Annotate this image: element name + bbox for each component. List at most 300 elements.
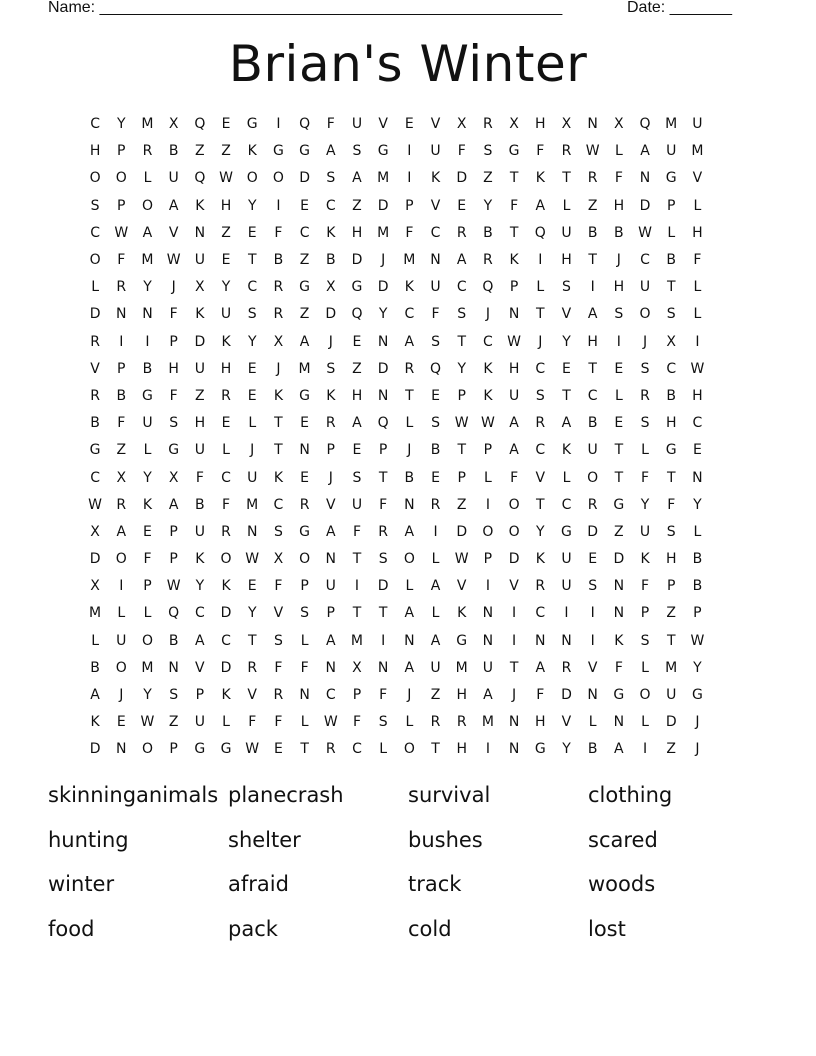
grid-letter: Q <box>168 605 180 622</box>
grid-letter: Y <box>247 605 257 622</box>
grid-letter: B <box>90 415 100 432</box>
word-bank-item: food <box>48 916 95 941</box>
grid-row <box>82 628 738 655</box>
grid-letter: B <box>116 387 127 404</box>
grid-letter: R <box>587 496 598 513</box>
grid-letter: S <box>640 415 650 432</box>
grid-letter: B <box>325 252 336 269</box>
grid-letter: O <box>141 632 153 649</box>
grid-letter: I <box>119 578 124 595</box>
grid-row <box>82 111 738 138</box>
grid-letter: K <box>195 306 205 323</box>
grid-letter: Y <box>562 741 571 758</box>
grid-letter: S <box>273 523 283 540</box>
grid-letter: A <box>430 578 441 595</box>
grid-letter: H <box>351 387 363 404</box>
grid-letter: M <box>298 360 311 377</box>
grid-letter: F <box>431 306 440 323</box>
grid-letter: W <box>454 551 469 568</box>
grid-letter: Q <box>377 415 389 432</box>
grid-letter: X <box>116 469 127 486</box>
grid-letter: I <box>512 632 517 649</box>
grid-letter: G <box>613 687 625 704</box>
grid-letter: E <box>273 741 283 758</box>
grid-letter: H <box>665 415 677 432</box>
grid-letter: I <box>354 578 360 595</box>
grid-letter: M <box>377 170 390 187</box>
grid-letter: Q <box>351 306 363 323</box>
grid-letter: O <box>482 523 494 540</box>
grid-letter: T <box>614 442 624 459</box>
grid-letter: A <box>535 659 546 676</box>
grid-letter: R <box>221 523 231 540</box>
grid-letter: L <box>641 714 649 731</box>
grid-letter: W <box>166 252 181 269</box>
grid-letter: L <box>379 741 388 758</box>
grid-letter: Z <box>430 687 441 704</box>
grid-row <box>82 655 738 682</box>
word-bank-item: shelter <box>228 827 301 852</box>
grid-letter: I <box>564 605 569 622</box>
grid-letter: F <box>195 469 204 486</box>
grid-letter: P <box>457 387 466 404</box>
grid-letter: K <box>535 551 545 568</box>
grid-letter: U <box>194 523 205 540</box>
grid-letter: S <box>169 415 179 432</box>
grid-letter: S <box>562 279 571 296</box>
grid-letter: S <box>614 306 624 323</box>
grid-letter: L <box>222 714 230 731</box>
grid-letter: A <box>168 496 179 513</box>
grid-row <box>82 383 738 410</box>
grid-letter: A <box>116 523 127 540</box>
grid-letter: T <box>274 442 283 459</box>
grid-letter: D <box>665 714 677 731</box>
grid-letter: K <box>483 387 493 404</box>
word-bank-item: scared <box>588 827 658 852</box>
grid-letter: S <box>169 687 179 704</box>
grid-letter: L <box>405 415 414 432</box>
grid-letter: C <box>221 632 231 649</box>
grid-letter: E <box>352 333 362 350</box>
grid-letter: M <box>141 116 154 133</box>
grid-letter: P <box>483 551 493 568</box>
grid-letter: V <box>535 469 546 486</box>
grid-letter: U <box>666 143 677 160</box>
grid-letter: N <box>613 605 625 622</box>
grid-letter: L <box>91 279 99 296</box>
grid-letter: J <box>695 741 700 758</box>
grid-letter: W <box>88 496 103 513</box>
grid-letter: T <box>536 306 545 323</box>
grid-letter: G <box>561 523 572 540</box>
grid-letter: U <box>561 578 572 595</box>
grid-letter: S <box>326 360 336 377</box>
grid-letter: P <box>352 687 362 704</box>
grid-letter: F <box>693 252 702 269</box>
grid-letter: R <box>430 714 441 731</box>
grid-letter: L <box>405 714 414 731</box>
grid-letter: I <box>616 333 621 350</box>
grid-letter: F <box>641 469 650 486</box>
grid-letter: N <box>613 578 625 595</box>
grid-letter: G <box>194 741 206 758</box>
grid-letter: U <box>194 442 205 459</box>
word-bank-item: pack <box>228 916 278 941</box>
grid-letter: R <box>430 496 441 513</box>
grid-letter: D <box>508 551 520 568</box>
grid-letter: N <box>535 632 546 649</box>
grid-letter: T <box>614 469 624 486</box>
grid-letter: G <box>168 442 180 459</box>
grid-letter: Y <box>483 197 493 214</box>
grid-letter: P <box>169 741 178 758</box>
grid-row <box>82 519 738 546</box>
grid-letter: S <box>300 605 310 622</box>
grid-letter: L <box>614 143 623 160</box>
grid-letter: N <box>430 252 441 269</box>
grid-letter: E <box>562 360 571 377</box>
grid-row <box>82 274 738 301</box>
grid-letter: F <box>274 578 283 595</box>
grid-letter: T <box>247 632 257 649</box>
grid-letter: W <box>480 415 495 432</box>
grid-letter: Z <box>299 306 310 323</box>
grid-letter: W <box>245 741 260 758</box>
grid-letter: U <box>142 415 153 432</box>
grid-letter: B <box>168 632 179 649</box>
grid-letter: I <box>433 523 438 540</box>
grid-letter: K <box>326 224 336 241</box>
grid-letter: A <box>561 415 572 432</box>
grid-letter: I <box>407 143 412 160</box>
grid-row <box>82 437 738 464</box>
grid-letter: Z <box>352 360 362 377</box>
grid-letter: K <box>430 170 441 187</box>
grid-letter: F <box>117 252 126 269</box>
grid-letter: F <box>222 496 231 513</box>
grid-letter: F <box>536 143 545 160</box>
grid-letter: I <box>512 605 517 622</box>
grid-letter: J <box>407 687 412 704</box>
grid-letter: R <box>221 387 231 404</box>
grid-letter: E <box>300 469 310 486</box>
grid-letter: S <box>588 578 598 595</box>
grid-letter: D <box>377 197 389 214</box>
grid-letter: A <box>430 632 441 649</box>
grid-letter: U <box>351 496 363 513</box>
grid-letter: Z <box>195 387 205 404</box>
grid-letter: U <box>220 306 232 323</box>
grid-letter: N <box>639 170 651 187</box>
grid-letter: U <box>247 469 258 486</box>
grid-letter: W <box>454 415 469 432</box>
grid-letter: U <box>430 659 441 676</box>
grid-letter: L <box>300 632 309 649</box>
grid-letter: K <box>195 197 205 214</box>
grid-letter: C <box>535 605 546 622</box>
grid-letter: A <box>483 687 493 704</box>
grid-letter: S <box>431 333 440 350</box>
grid-letter: Y <box>195 578 205 595</box>
grid-letter: X <box>273 551 284 568</box>
grid-letter: W <box>140 714 155 731</box>
grid-letter: L <box>588 714 597 731</box>
grid-letter: H <box>89 143 101 160</box>
grid-letter: X <box>325 279 336 296</box>
grid-letter: U <box>482 659 494 676</box>
grid-letter: B <box>692 551 703 568</box>
grid-letter: J <box>276 360 281 377</box>
grid-letter: K <box>640 551 650 568</box>
grid-letter: Z <box>587 197 598 214</box>
grid-letter: F <box>352 714 361 731</box>
grid-letter: D <box>89 741 101 758</box>
grid-letter: H <box>456 741 467 758</box>
grid-letter: M <box>141 252 154 269</box>
grid-letter: P <box>457 469 466 486</box>
grid-letter: A <box>325 632 336 649</box>
grid-letter: J <box>407 442 412 459</box>
grid-letter: I <box>407 170 412 187</box>
grid-letter: A <box>535 197 546 214</box>
grid-letter: P <box>405 197 414 214</box>
grid-letter: P <box>666 578 676 595</box>
grid-letter: Y <box>221 279 231 296</box>
grid-letter: F <box>510 469 519 486</box>
grid-letter: I <box>695 333 700 350</box>
grid-letter: U <box>666 687 677 704</box>
grid-letter: G <box>299 523 311 540</box>
grid-row <box>82 165 738 192</box>
grid-letter: I <box>485 578 490 595</box>
grid-letter: Y <box>562 333 571 350</box>
grid-letter: I <box>590 279 595 296</box>
grid-letter: O <box>299 551 311 568</box>
grid-letter: A <box>404 333 415 350</box>
grid-letter: K <box>326 387 336 404</box>
grid-letter: C <box>352 741 362 758</box>
grid-letter: O <box>220 551 232 568</box>
grid-letter: Y <box>117 116 126 133</box>
grid-row <box>82 600 738 627</box>
grid-letter: I <box>485 496 490 513</box>
grid-letter: N <box>482 632 494 649</box>
grid-letter: J <box>119 687 124 704</box>
grid-letter: N <box>325 551 337 568</box>
grid-letter: X <box>195 279 205 296</box>
grid-row <box>82 301 738 328</box>
grid-letter: P <box>483 442 493 459</box>
grid-letter: L <box>641 659 649 676</box>
grid-letter: H <box>351 224 363 241</box>
grid-letter: T <box>378 469 388 486</box>
grid-letter: R <box>273 687 284 704</box>
grid-letter: N <box>325 659 337 676</box>
grid-letter: L <box>693 523 702 540</box>
grid-letter: I <box>381 632 386 649</box>
grid-letter: X <box>509 116 519 133</box>
grid-letter: V <box>456 578 467 595</box>
grid-letter: T <box>666 632 676 649</box>
grid-letter: E <box>614 415 624 432</box>
grid-letter: L <box>431 605 440 622</box>
grid-letter: M <box>141 659 154 676</box>
grid-letter: P <box>169 523 178 540</box>
grid-letter: R <box>247 659 258 676</box>
grid-letter: V <box>430 197 441 214</box>
grid-letter: W <box>114 224 129 241</box>
grid-letter: F <box>117 415 126 432</box>
grid-letter: G <box>377 143 389 160</box>
grid-letter: L <box>693 197 702 214</box>
grid-letter: E <box>614 360 624 377</box>
grid-row <box>82 329 738 356</box>
grid-letter: C <box>194 605 205 622</box>
grid-letter: G <box>220 741 232 758</box>
grid-letter: X <box>168 116 179 133</box>
grid-letter: O <box>115 170 127 187</box>
grid-letter: G <box>665 442 677 459</box>
grid-letter: M <box>377 224 390 241</box>
word-bank-item: planecrash <box>228 783 344 807</box>
grid-letter: X <box>168 469 179 486</box>
grid-letter: E <box>457 197 467 214</box>
grid-letter: C <box>247 279 258 296</box>
grid-letter: C <box>456 279 467 296</box>
grid-letter: H <box>665 551 677 568</box>
grid-letter: C <box>90 469 100 486</box>
grid-letter: I <box>590 632 595 649</box>
grid-letter: Z <box>666 741 677 758</box>
grid-letter: N <box>404 632 415 649</box>
grid-letter: S <box>273 632 283 649</box>
grid-letter: C <box>325 197 336 214</box>
grid-letter: U <box>351 116 363 133</box>
grid-letter: K <box>273 469 283 486</box>
grid-letter: A <box>404 605 415 622</box>
grid-letter: A <box>299 333 310 350</box>
grid-letter: A <box>587 306 598 323</box>
grid-letter: Y <box>378 306 388 323</box>
grid-letter: O <box>141 197 153 214</box>
grid-letter: N <box>508 306 520 323</box>
grid-letter: G <box>142 387 153 404</box>
grid-letter: F <box>379 496 388 513</box>
grid-letter: A <box>352 170 362 187</box>
grid-letter: D <box>220 659 232 676</box>
grid-row <box>82 464 738 491</box>
grid-letter: L <box>614 387 623 404</box>
grid-letter: P <box>666 197 676 214</box>
grid-letter: S <box>378 714 388 731</box>
grid-letter: C <box>535 360 546 377</box>
grid-letter: F <box>352 523 361 540</box>
grid-letter: Z <box>221 143 231 160</box>
grid-letter: P <box>326 605 335 622</box>
grid-letter: Y <box>247 333 257 350</box>
grid-letter: T <box>431 741 440 758</box>
grid-letter: B <box>666 387 677 404</box>
grid-letter: U <box>508 387 520 404</box>
grid-letter: I <box>485 741 490 758</box>
grid-letter: L <box>693 279 702 296</box>
grid-letter: C <box>561 496 572 513</box>
word-bank-item: woods <box>588 872 656 896</box>
grid-letter: Y <box>640 496 650 513</box>
grid-letter: F <box>667 496 676 513</box>
grid-letter: P <box>326 442 335 459</box>
grid-row <box>82 736 738 763</box>
grid-letter: J <box>328 333 333 350</box>
grid-letter: K <box>247 143 257 160</box>
grid-letter: W <box>323 714 338 731</box>
grid-letter: E <box>221 116 231 133</box>
grid-letter: Q <box>639 116 651 133</box>
grid-letter: N <box>561 632 572 649</box>
grid-letter: O <box>115 551 127 568</box>
grid-letter: S <box>352 143 362 160</box>
grid-letter: P <box>169 333 178 350</box>
grid-letter: J <box>642 333 648 350</box>
grid-letter: U <box>639 523 651 540</box>
grid-letter: A <box>90 687 100 704</box>
grid-letter: H <box>692 387 703 404</box>
grid-letter: X <box>666 333 677 350</box>
grid-letter: F <box>614 170 623 187</box>
grid-letter: W <box>219 170 233 187</box>
grid-letter: F <box>143 551 152 568</box>
grid-letter: X <box>90 578 100 595</box>
grid-letter: K <box>535 170 545 187</box>
grid-letter: E <box>692 442 702 459</box>
grid-letter: L <box>431 551 440 568</box>
grid-letter: D <box>456 170 468 187</box>
grid-letter: E <box>221 415 231 432</box>
grid-letter: J <box>328 469 333 486</box>
grid-letter: W <box>507 333 522 350</box>
grid-letter: M <box>481 714 494 731</box>
grid-letter: R <box>142 143 153 160</box>
grid-letter: S <box>378 551 388 568</box>
grid-letter: N <box>116 306 127 323</box>
grid-letter: E <box>431 469 440 486</box>
grid-letter: E <box>116 714 126 731</box>
grid-row <box>82 492 738 519</box>
grid-letter: C <box>430 224 441 241</box>
grid-letter: C <box>483 333 493 350</box>
page-title: Brian's Winter <box>228 35 588 93</box>
grid-letter: K <box>273 387 283 404</box>
grid-letter: P <box>378 442 388 459</box>
grid-letter: W <box>245 551 260 568</box>
grid-letter: F <box>614 659 623 676</box>
grid-row <box>82 682 738 709</box>
grid-letter: A <box>509 415 519 432</box>
grid-letter: D <box>377 360 389 377</box>
grid-row <box>82 247 738 274</box>
grid-letter: F <box>510 197 519 214</box>
grid-letter: Z <box>614 523 624 540</box>
grid-letter: R <box>561 659 572 676</box>
grid-letter: X <box>614 116 624 133</box>
grid-letter: J <box>171 279 176 296</box>
grid-letter: S <box>535 387 545 404</box>
grid-letter: H <box>535 116 546 133</box>
grid-letter: H <box>194 415 206 432</box>
grid-letter: C <box>587 387 598 404</box>
grid-letter: X <box>352 659 362 676</box>
